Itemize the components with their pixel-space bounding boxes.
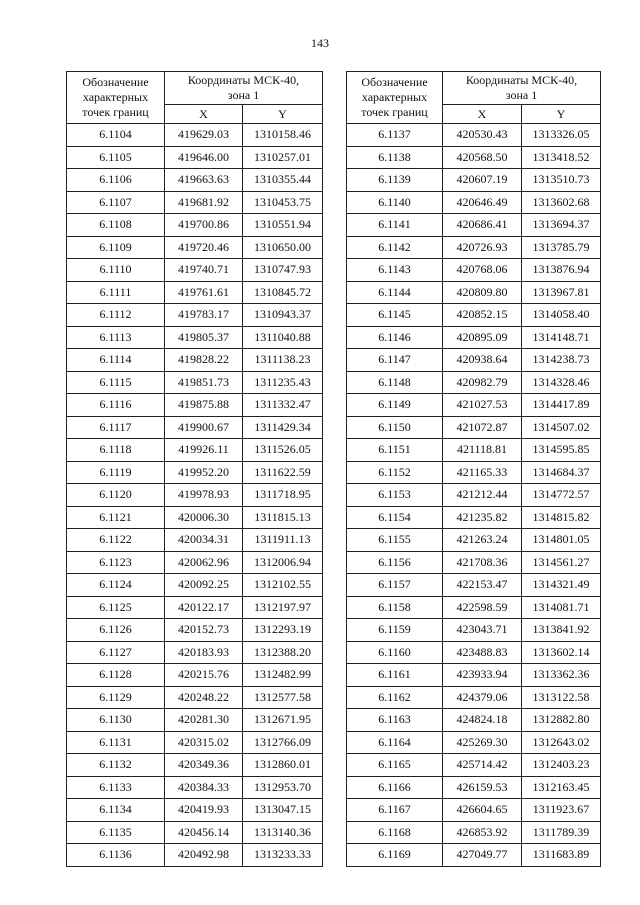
- point-id-cell: 6.1111: [67, 281, 165, 304]
- y-coordinate-cell: 1314148.71: [522, 326, 601, 349]
- table-row: [347, 124, 601, 147]
- x-coordinate-cell: 420006.30: [165, 506, 243, 529]
- y-coordinate-cell: 1313841.92: [522, 619, 601, 642]
- x-coordinate-cell: 424824.18: [443, 709, 522, 732]
- table-row: [67, 146, 323, 169]
- x-coordinate-cell: 419805.37: [165, 326, 243, 349]
- point-id-cell: 6.1116: [67, 394, 165, 417]
- table-row: [67, 439, 323, 462]
- point-id-cell: 6.1146: [347, 326, 443, 349]
- y-coordinate-cell: 1311332.47: [243, 394, 323, 417]
- x-coordinate-cell: 420938.64: [443, 349, 522, 372]
- y-coordinate-cell: 1311815.13: [243, 506, 323, 529]
- table-row: [347, 776, 601, 799]
- x-coordinate-cell: 420646.49: [443, 191, 522, 214]
- y-coordinate-cell: 1314507.02: [522, 416, 601, 439]
- y-coordinate-cell: 1311526.05: [243, 439, 323, 462]
- x-coordinate-cell: 420456.14: [165, 821, 243, 844]
- x-coordinate-cell: 420248.22: [165, 686, 243, 709]
- y-coordinate-cell: 1314684.37: [522, 461, 601, 484]
- table-row: [67, 259, 323, 282]
- x-coordinate-cell: 419761.61: [165, 281, 243, 304]
- y-coordinate-cell: 1311040.88: [243, 326, 323, 349]
- table-row: [67, 776, 323, 799]
- x-coordinate-cell: 427049.77: [443, 844, 522, 867]
- table-row: [347, 731, 601, 754]
- x-coordinate-cell: 425714.42: [443, 754, 522, 777]
- header-x: X: [443, 105, 522, 124]
- x-coordinate-cell: 419978.93: [165, 484, 243, 507]
- table-row: [347, 754, 601, 777]
- point-id-cell: 6.1130: [67, 709, 165, 732]
- x-coordinate-cell: 420349.36: [165, 754, 243, 777]
- point-id-cell: 6.1154: [347, 506, 443, 529]
- table-row: [347, 304, 601, 327]
- y-coordinate-cell: 1313967.81: [522, 281, 601, 304]
- x-coordinate-cell: 421235.82: [443, 506, 522, 529]
- y-coordinate-cell: 1311429.34: [243, 416, 323, 439]
- x-coordinate-cell: 420492.98: [165, 844, 243, 867]
- x-coordinate-cell: 420122.17: [165, 596, 243, 619]
- point-id-cell: 6.1129: [67, 686, 165, 709]
- y-coordinate-cell: 1314561.27: [522, 551, 601, 574]
- table-row: [347, 214, 601, 237]
- x-coordinate-cell: 425269.30: [443, 731, 522, 754]
- table-row: [347, 169, 601, 192]
- point-id-cell: 6.1144: [347, 281, 443, 304]
- y-coordinate-cell: 1310551.94: [243, 214, 323, 237]
- point-id-cell: 6.1167: [347, 799, 443, 822]
- header-coordinates: Координаты МСК-40, зона 1: [443, 72, 601, 105]
- y-coordinate-cell: 1314801.05: [522, 529, 601, 552]
- point-id-cell: 6.1151: [347, 439, 443, 462]
- x-coordinate-cell: 419900.67: [165, 416, 243, 439]
- y-coordinate-cell: 1313876.94: [522, 259, 601, 282]
- x-coordinate-cell: 420530.43: [443, 124, 522, 147]
- x-coordinate-cell: 422598.59: [443, 596, 522, 619]
- point-id-cell: 6.1153: [347, 484, 443, 507]
- point-id-cell: 6.1158: [347, 596, 443, 619]
- y-coordinate-cell: 1313510.73: [522, 169, 601, 192]
- y-coordinate-cell: 1311235.43: [243, 371, 323, 394]
- point-id-cell: 6.1160: [347, 641, 443, 664]
- x-coordinate-cell: 420092.25: [165, 574, 243, 597]
- y-coordinate-cell: 1313047.15: [243, 799, 323, 822]
- y-coordinate-cell: 1314772.57: [522, 484, 601, 507]
- point-id-cell: 6.1143: [347, 259, 443, 282]
- point-id-cell: 6.1109: [67, 236, 165, 259]
- table-row: [347, 281, 601, 304]
- point-id-cell: 6.1141: [347, 214, 443, 237]
- x-coordinate-cell: 420686.41: [443, 214, 522, 237]
- point-id-cell: 6.1115: [67, 371, 165, 394]
- table-row: [347, 461, 601, 484]
- y-coordinate-cell: 1312403.23: [522, 754, 601, 777]
- x-coordinate-cell: 422153.47: [443, 574, 522, 597]
- point-id-cell: 6.1166: [347, 776, 443, 799]
- table-row: [347, 844, 601, 867]
- x-coordinate-cell: 421072.87: [443, 416, 522, 439]
- table-row: [67, 551, 323, 574]
- x-coordinate-cell: 419875.88: [165, 394, 243, 417]
- table-row: [347, 664, 601, 687]
- point-id-cell: 6.1112: [67, 304, 165, 327]
- point-id-cell: 6.1137: [347, 124, 443, 147]
- x-coordinate-cell: 420768.06: [443, 259, 522, 282]
- point-id-cell: 6.1162: [347, 686, 443, 709]
- table-row: [67, 619, 323, 642]
- table-row: [67, 191, 323, 214]
- x-coordinate-cell: 420384.33: [165, 776, 243, 799]
- y-coordinate-cell: 1311622.59: [243, 461, 323, 484]
- table-row: [67, 731, 323, 754]
- y-coordinate-cell: 1310747.93: [243, 259, 323, 282]
- x-coordinate-cell: 423933.94: [443, 664, 522, 687]
- y-coordinate-cell: 1310355.44: [243, 169, 323, 192]
- x-coordinate-cell: 419663.63: [165, 169, 243, 192]
- x-coordinate-cell: 419828.22: [165, 349, 243, 372]
- point-id-cell: 6.1104: [67, 124, 165, 147]
- table-row: [347, 191, 601, 214]
- table-row: [67, 394, 323, 417]
- y-coordinate-cell: 1311789.39: [522, 821, 601, 844]
- y-coordinate-cell: 1312882.80: [522, 709, 601, 732]
- y-coordinate-cell: 1312006.94: [243, 551, 323, 574]
- point-id-cell: 6.1149: [347, 394, 443, 417]
- x-coordinate-cell: 419952.20: [165, 461, 243, 484]
- table-row: [67, 596, 323, 619]
- y-coordinate-cell: 1314321.49: [522, 574, 601, 597]
- table-row: [347, 619, 601, 642]
- point-id-cell: 6.1105: [67, 146, 165, 169]
- table-row: [67, 461, 323, 484]
- point-id-cell: 6.1168: [347, 821, 443, 844]
- table-row: [67, 124, 323, 147]
- table-row: [67, 574, 323, 597]
- y-coordinate-cell: 1313233.33: [243, 844, 323, 867]
- y-coordinate-cell: 1311718.95: [243, 484, 323, 507]
- point-id-cell: 6.1156: [347, 551, 443, 574]
- y-coordinate-cell: 1312860.01: [243, 754, 323, 777]
- header-y: Y: [243, 105, 323, 124]
- table-row: [347, 394, 601, 417]
- table-row: [67, 326, 323, 349]
- point-id-cell: 6.1155: [347, 529, 443, 552]
- table-row: [67, 799, 323, 822]
- table-row: [67, 349, 323, 372]
- x-coordinate-cell: 420152.73: [165, 619, 243, 642]
- y-coordinate-cell: 1310650.00: [243, 236, 323, 259]
- table-row: [347, 236, 601, 259]
- point-id-cell: 6.1124: [67, 574, 165, 597]
- point-id-cell: 6.1108: [67, 214, 165, 237]
- point-id-cell: 6.1145: [347, 304, 443, 327]
- point-id-cell: 6.1127: [67, 641, 165, 664]
- table-row: [67, 169, 323, 192]
- point-id-cell: 6.1161: [347, 664, 443, 687]
- x-coordinate-cell: 420607.19: [443, 169, 522, 192]
- x-coordinate-cell: 420034.31: [165, 529, 243, 552]
- table-row: [67, 821, 323, 844]
- x-coordinate-cell: 419646.00: [165, 146, 243, 169]
- y-coordinate-cell: 1310943.37: [243, 304, 323, 327]
- table-row: [347, 686, 601, 709]
- point-id-cell: 6.1125: [67, 596, 165, 619]
- table-row: [347, 146, 601, 169]
- y-coordinate-cell: 1314058.40: [522, 304, 601, 327]
- point-id-cell: 6.1106: [67, 169, 165, 192]
- y-coordinate-cell: 1312102.55: [243, 574, 323, 597]
- point-id-cell: 6.1136: [67, 844, 165, 867]
- y-coordinate-cell: 1312293.19: [243, 619, 323, 642]
- point-id-cell: 6.1150: [347, 416, 443, 439]
- y-coordinate-cell: 1314238.73: [522, 349, 601, 372]
- table-row: [347, 641, 601, 664]
- y-coordinate-cell: 1312671.95: [243, 709, 323, 732]
- table-row: [67, 709, 323, 732]
- header-point-designation: Обозначение характерных точек границ: [67, 72, 165, 124]
- y-coordinate-cell: 1312163.45: [522, 776, 601, 799]
- y-coordinate-cell: 1312577.58: [243, 686, 323, 709]
- table-row: [67, 844, 323, 867]
- point-id-cell: 6.1152: [347, 461, 443, 484]
- table-row: [347, 416, 601, 439]
- table-row: [67, 214, 323, 237]
- x-coordinate-cell: 420419.93: [165, 799, 243, 822]
- table-row: [67, 641, 323, 664]
- x-coordinate-cell: 420726.93: [443, 236, 522, 259]
- y-coordinate-cell: 1311683.89: [522, 844, 601, 867]
- point-id-cell: 6.1164: [347, 731, 443, 754]
- x-coordinate-cell: 419926.11: [165, 439, 243, 462]
- table-row: [347, 484, 601, 507]
- x-coordinate-cell: 419629.03: [165, 124, 243, 147]
- point-id-cell: 6.1142: [347, 236, 443, 259]
- point-id-cell: 6.1159: [347, 619, 443, 642]
- point-id-cell: 6.1165: [347, 754, 443, 777]
- x-coordinate-cell: 423043.71: [443, 619, 522, 642]
- y-coordinate-cell: 1314417.89: [522, 394, 601, 417]
- coordinates-table-left: [66, 71, 323, 867]
- x-coordinate-cell: 420809.80: [443, 281, 522, 304]
- table-row: [347, 821, 601, 844]
- x-coordinate-cell: 421212.44: [443, 484, 522, 507]
- x-coordinate-cell: 423488.83: [443, 641, 522, 664]
- y-coordinate-cell: 1314081.71: [522, 596, 601, 619]
- y-coordinate-cell: 1310158.46: [243, 124, 323, 147]
- point-id-cell: 6.1132: [67, 754, 165, 777]
- point-id-cell: 6.1147: [347, 349, 443, 372]
- y-coordinate-cell: 1312643.02: [522, 731, 601, 754]
- point-id-cell: 6.1121: [67, 506, 165, 529]
- point-id-cell: 6.1119: [67, 461, 165, 484]
- point-id-cell: 6.1131: [67, 731, 165, 754]
- point-id-cell: 6.1117: [67, 416, 165, 439]
- y-coordinate-cell: 1313694.37: [522, 214, 601, 237]
- table-row: [67, 506, 323, 529]
- point-id-cell: 6.1126: [67, 619, 165, 642]
- y-coordinate-cell: 1314595.85: [522, 439, 601, 462]
- header-point-designation: Обозначение характерных точек границ: [347, 72, 443, 124]
- point-id-cell: 6.1169: [347, 844, 443, 867]
- x-coordinate-cell: 426604.65: [443, 799, 522, 822]
- x-coordinate-cell: 421027.53: [443, 394, 522, 417]
- x-coordinate-cell: 420895.09: [443, 326, 522, 349]
- table-row: [347, 259, 601, 282]
- point-id-cell: 6.1140: [347, 191, 443, 214]
- y-coordinate-cell: 1310845.72: [243, 281, 323, 304]
- table-row: [67, 416, 323, 439]
- x-coordinate-cell: 421165.33: [443, 461, 522, 484]
- table-row: [67, 754, 323, 777]
- table-row: [67, 686, 323, 709]
- point-id-cell: 6.1122: [67, 529, 165, 552]
- x-coordinate-cell: 421263.24: [443, 529, 522, 552]
- y-coordinate-cell: 1312388.20: [243, 641, 323, 664]
- page-number: 143: [311, 36, 329, 50]
- header-y: Y: [522, 105, 601, 124]
- table-row: [347, 326, 601, 349]
- table-row: [347, 574, 601, 597]
- x-coordinate-cell: 426159.53: [443, 776, 522, 799]
- y-coordinate-cell: 1310453.75: [243, 191, 323, 214]
- x-coordinate-cell: 420183.93: [165, 641, 243, 664]
- y-coordinate-cell: 1314328.46: [522, 371, 601, 394]
- y-coordinate-cell: 1311923.67: [522, 799, 601, 822]
- y-coordinate-cell: 1313362.36: [522, 664, 601, 687]
- table-row: [347, 439, 601, 462]
- y-coordinate-cell: 1312197.97: [243, 596, 323, 619]
- y-coordinate-cell: 1313418.52: [522, 146, 601, 169]
- y-coordinate-cell: 1310257.01: [243, 146, 323, 169]
- y-coordinate-cell: 1312482.99: [243, 664, 323, 687]
- y-coordinate-cell: 1311138.23: [243, 349, 323, 372]
- y-coordinate-cell: 1313785.79: [522, 236, 601, 259]
- table-row: [67, 484, 323, 507]
- header-x: X: [165, 105, 243, 124]
- header-coordinates: Координаты МСК-40, зона 1: [165, 72, 323, 105]
- y-coordinate-cell: 1314815.82: [522, 506, 601, 529]
- table-row: [67, 236, 323, 259]
- y-coordinate-cell: 1311911.13: [243, 529, 323, 552]
- table-row: [67, 529, 323, 552]
- x-coordinate-cell: 419740.71: [165, 259, 243, 282]
- point-id-cell: 6.1157: [347, 574, 443, 597]
- x-coordinate-cell: 420062.96: [165, 551, 243, 574]
- point-id-cell: 6.1138: [347, 146, 443, 169]
- point-id-cell: 6.1133: [67, 776, 165, 799]
- point-id-cell: 6.1139: [347, 169, 443, 192]
- point-id-cell: 6.1128: [67, 664, 165, 687]
- point-id-cell: 6.1107: [67, 191, 165, 214]
- y-coordinate-cell: 1313140.36: [243, 821, 323, 844]
- y-coordinate-cell: 1312953.70: [243, 776, 323, 799]
- x-coordinate-cell: 421118.81: [443, 439, 522, 462]
- table-row: [347, 596, 601, 619]
- x-coordinate-cell: 420315.02: [165, 731, 243, 754]
- point-id-cell: 6.1148: [347, 371, 443, 394]
- x-coordinate-cell: 419720.46: [165, 236, 243, 259]
- table-row: [347, 506, 601, 529]
- table-row: [67, 664, 323, 687]
- x-coordinate-cell: 420568.50: [443, 146, 522, 169]
- point-id-cell: 6.1113: [67, 326, 165, 349]
- table-row: [347, 799, 601, 822]
- point-id-cell: 6.1163: [347, 709, 443, 732]
- x-coordinate-cell: 420215.76: [165, 664, 243, 687]
- table-row: [347, 551, 601, 574]
- point-id-cell: 6.1114: [67, 349, 165, 372]
- x-coordinate-cell: 419681.92: [165, 191, 243, 214]
- x-coordinate-cell: 426853.92: [443, 821, 522, 844]
- table-row: [67, 371, 323, 394]
- table-row: [347, 349, 601, 372]
- y-coordinate-cell: 1313602.68: [522, 191, 601, 214]
- coordinates-table-right: [346, 71, 601, 867]
- x-coordinate-cell: 419851.73: [165, 371, 243, 394]
- table-row: [67, 304, 323, 327]
- x-coordinate-cell: 419700.86: [165, 214, 243, 237]
- point-id-cell: 6.1120: [67, 484, 165, 507]
- table-row: [347, 709, 601, 732]
- x-coordinate-cell: 424379.06: [443, 686, 522, 709]
- point-id-cell: 6.1110: [67, 259, 165, 282]
- point-id-cell: 6.1123: [67, 551, 165, 574]
- x-coordinate-cell: 421708.36: [443, 551, 522, 574]
- x-coordinate-cell: 420852.15: [443, 304, 522, 327]
- x-coordinate-cell: 420982.79: [443, 371, 522, 394]
- y-coordinate-cell: 1312766.09: [243, 731, 323, 754]
- point-id-cell: 6.1134: [67, 799, 165, 822]
- y-coordinate-cell: 1313326.05: [522, 124, 601, 147]
- table-row: [347, 371, 601, 394]
- x-coordinate-cell: 420281.30: [165, 709, 243, 732]
- table-row: [347, 529, 601, 552]
- x-coordinate-cell: 419783.17: [165, 304, 243, 327]
- point-id-cell: 6.1135: [67, 821, 165, 844]
- table-row: [67, 281, 323, 304]
- point-id-cell: 6.1118: [67, 439, 165, 462]
- y-coordinate-cell: 1313122.58: [522, 686, 601, 709]
- y-coordinate-cell: 1313602.14: [522, 641, 601, 664]
